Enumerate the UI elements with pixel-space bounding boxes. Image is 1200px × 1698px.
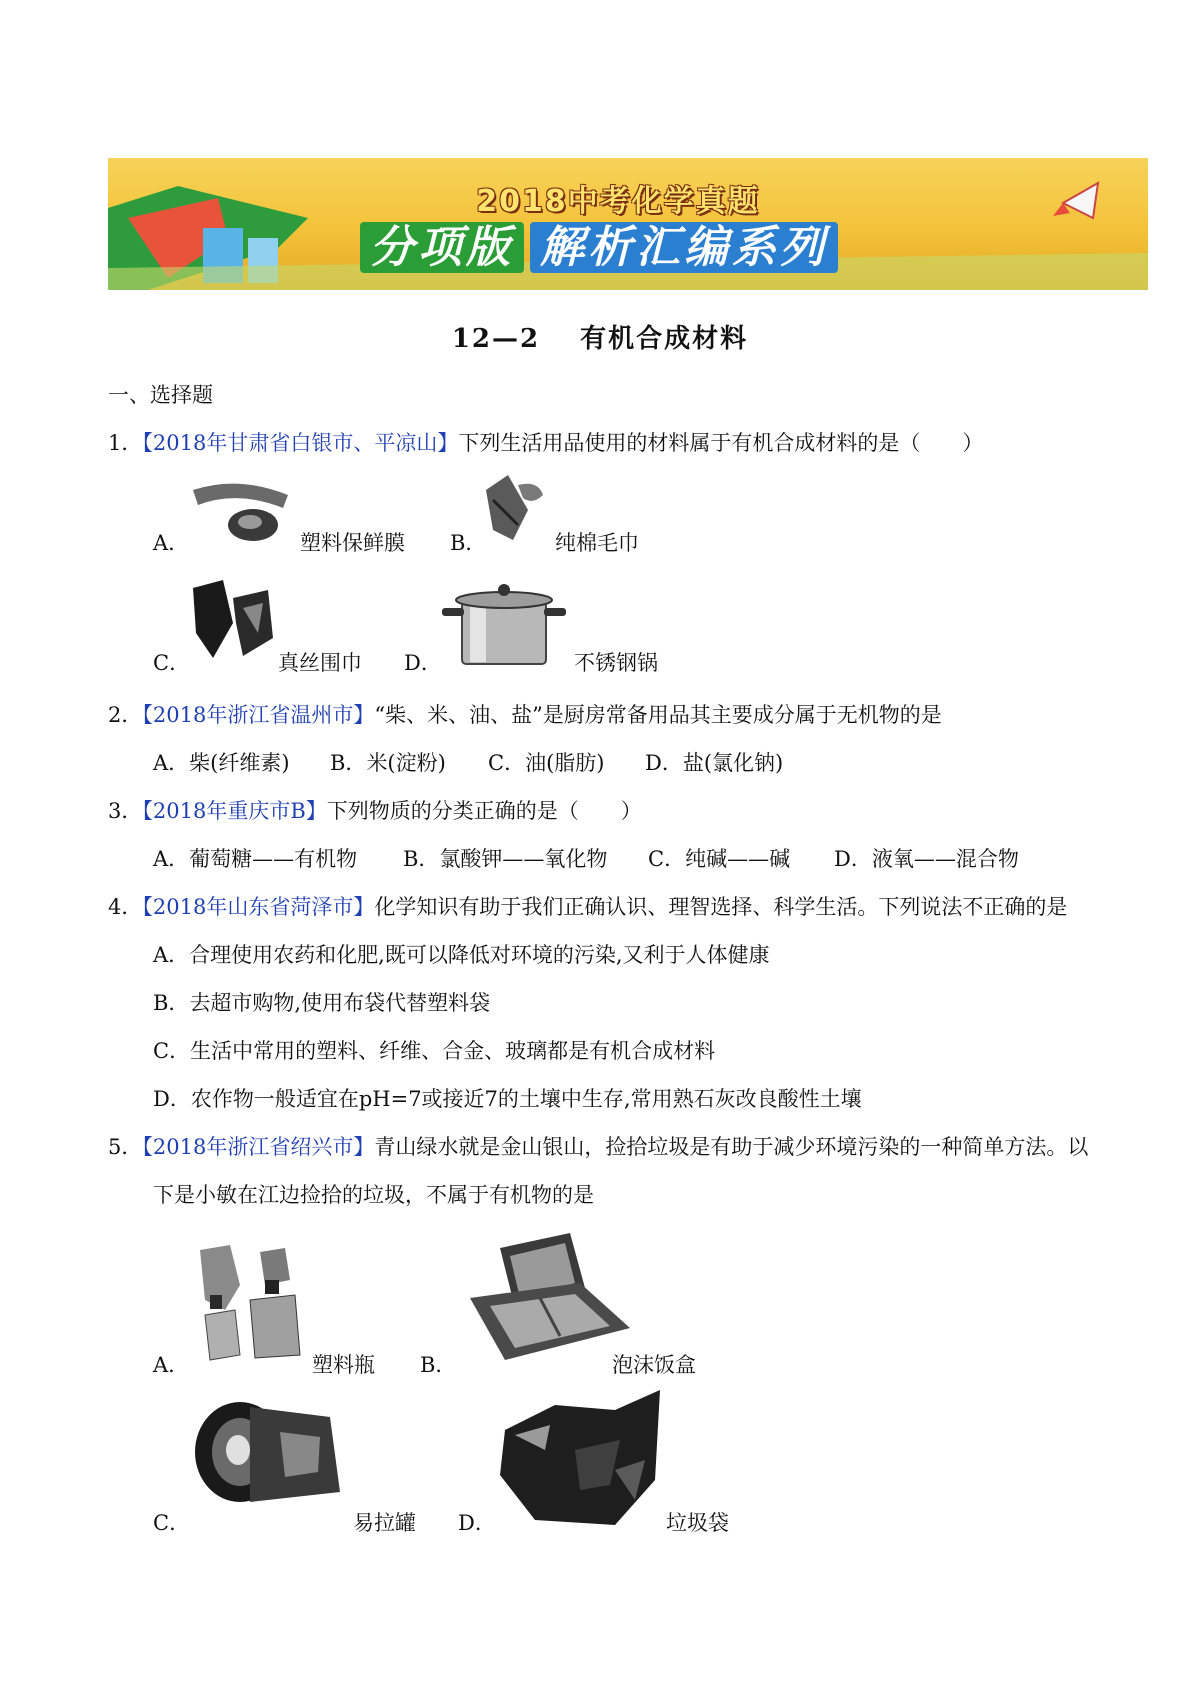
question-number: 3． (108, 799, 143, 823)
q4-option-a: A．合理使用农药和化肥,既可以降低对环境的污染,又利于人体健康 (153, 943, 770, 967)
question-source: 2018年浙江省温州市 (152, 703, 354, 727)
question-3: 3．【2018年重庆市B】下列物质的分类正确的是（ ） (108, 799, 642, 823)
q4-option-d: D．农作物一般适宜在pH=7或接近7的土壤中生存,常用熟石灰改良酸性土壤 (153, 1087, 862, 1111)
banner-line1: 2018中考化学真题 (476, 184, 760, 219)
q5-option-a-text: 塑料瓶 (312, 1353, 375, 1377)
question-source: 2018年浙江省绍兴市 (152, 1135, 354, 1159)
q2-option-d: D．盐(氯化钠) (645, 751, 784, 775)
plastic-bottle-image (185, 1240, 315, 1365)
header-banner (108, 158, 1148, 290)
banner-part1: 分项版 (360, 222, 524, 273)
q3-option-b: B．氯酸钾——氧化物 (403, 847, 608, 871)
option-c-label: C． (153, 651, 191, 675)
q5-option-d-text: 垃圾袋 (666, 1511, 729, 1535)
question-text: “柴、米、油、盐”是厨房常备用品其主要成分属于无机物的是 (374, 703, 942, 727)
section-heading: 一、选择题 (108, 383, 213, 407)
question-text: 化学知识有助于我们正确认识、理智选择、科学生活。下列说法不正确的是 (374, 895, 1068, 919)
banner-line2 (360, 220, 838, 276)
option-a-label: A． (153, 531, 190, 555)
banner-part2: 解析汇编系列 (530, 222, 838, 273)
foam-lunchbox-image (460, 1228, 640, 1368)
page-title (0, 318, 1200, 355)
question-source: 2018年重庆市B (152, 799, 306, 823)
steel-pot-image (440, 580, 568, 670)
question-1: 1．【2018年甘肃省白银市、平凉山】下列生活用品使用的材料属于有机合成材料的是（ ） (108, 431, 984, 455)
rocket-icon (1053, 183, 1098, 218)
question-number: 1． (108, 431, 143, 455)
question-2: 2．【2018年浙江省温州市】“柴、米、油、盐”是厨房常备用品其主要成分属于无机物的是 (108, 703, 942, 727)
question-number: 4． (108, 895, 143, 919)
question-text: 青山绿水就是金山银山，捡拾垃圾是有助于减少环境污染的一种简单方法。以 (374, 1135, 1089, 1159)
title-number: 12—2 (451, 324, 541, 354)
q5-option-c-label: C． (153, 1511, 191, 1535)
option-a-text: 塑料保鲜膜 (300, 531, 405, 555)
can-image (190, 1392, 350, 1512)
option-b-text: 纯棉毛巾 (555, 531, 639, 555)
q5-option-b-text: 泡沫饭盒 (612, 1353, 696, 1377)
silk-scarf-image (188, 578, 276, 664)
question-source: 2018年山东省菏泽市 (152, 895, 354, 919)
question-number: 5． (108, 1135, 143, 1159)
q5-option-a-label: A． (153, 1353, 190, 1377)
question-number: 2． (108, 703, 143, 727)
option-b-label: B． (450, 531, 487, 555)
q3-option-c: C．纯碱——碱 (648, 847, 791, 871)
plastic-wrap-image (188, 470, 298, 546)
option-d-label: D． (404, 651, 442, 675)
q2-option-b: B．米(淀粉) (330, 751, 446, 775)
question-4: 4．【2018年山东省菏泽市】化学知识有助于我们正确认识、理智选择、科学生活。下列说法不正确的是 (108, 895, 1068, 919)
q2-option-c: C．油(脂肪) (488, 751, 605, 775)
q5-option-b-label: B． (420, 1353, 457, 1377)
q4-option-b: B．去超市购物,使用布袋代替塑料袋 (153, 991, 491, 1015)
question-5-continued: 下是小敏在江边捡拾的垃圾，不属于有机物的是 (153, 1183, 594, 1207)
q5-option-d-label: D． (458, 1511, 496, 1535)
garbage-bag-image (495, 1390, 665, 1530)
towel-image (478, 470, 550, 546)
q5-option-c-text: 易拉罐 (353, 1511, 416, 1535)
q2-option-a: A．柴(纤维素) (153, 751, 290, 775)
q3-option-d: D．液氧——混合物 (834, 847, 1019, 871)
q3-option-a: A．葡萄糖——有机物 (153, 847, 358, 871)
question-source: 2018年甘肃省白银市、平凉山 (152, 431, 438, 455)
title-name: 有机合成材料 (580, 324, 749, 354)
q4-option-c: C．生活中常用的塑料、纤维、合金、玻璃都是有机合成材料 (153, 1039, 716, 1063)
question-text: 下列物质的分类正确的是（ ） (326, 799, 642, 823)
option-d-text: 不锈钢锅 (574, 651, 658, 675)
question-5: 5．【2018年浙江省绍兴市】青山绿水就是金山银山，捡拾垃圾是有助于减少环境污染的一种简单方法。以 (108, 1135, 1089, 1159)
option-c-text: 真丝围巾 (278, 651, 362, 675)
question-text: 下列生活用品使用的材料属于有机合成材料的是（ ） (458, 431, 984, 455)
